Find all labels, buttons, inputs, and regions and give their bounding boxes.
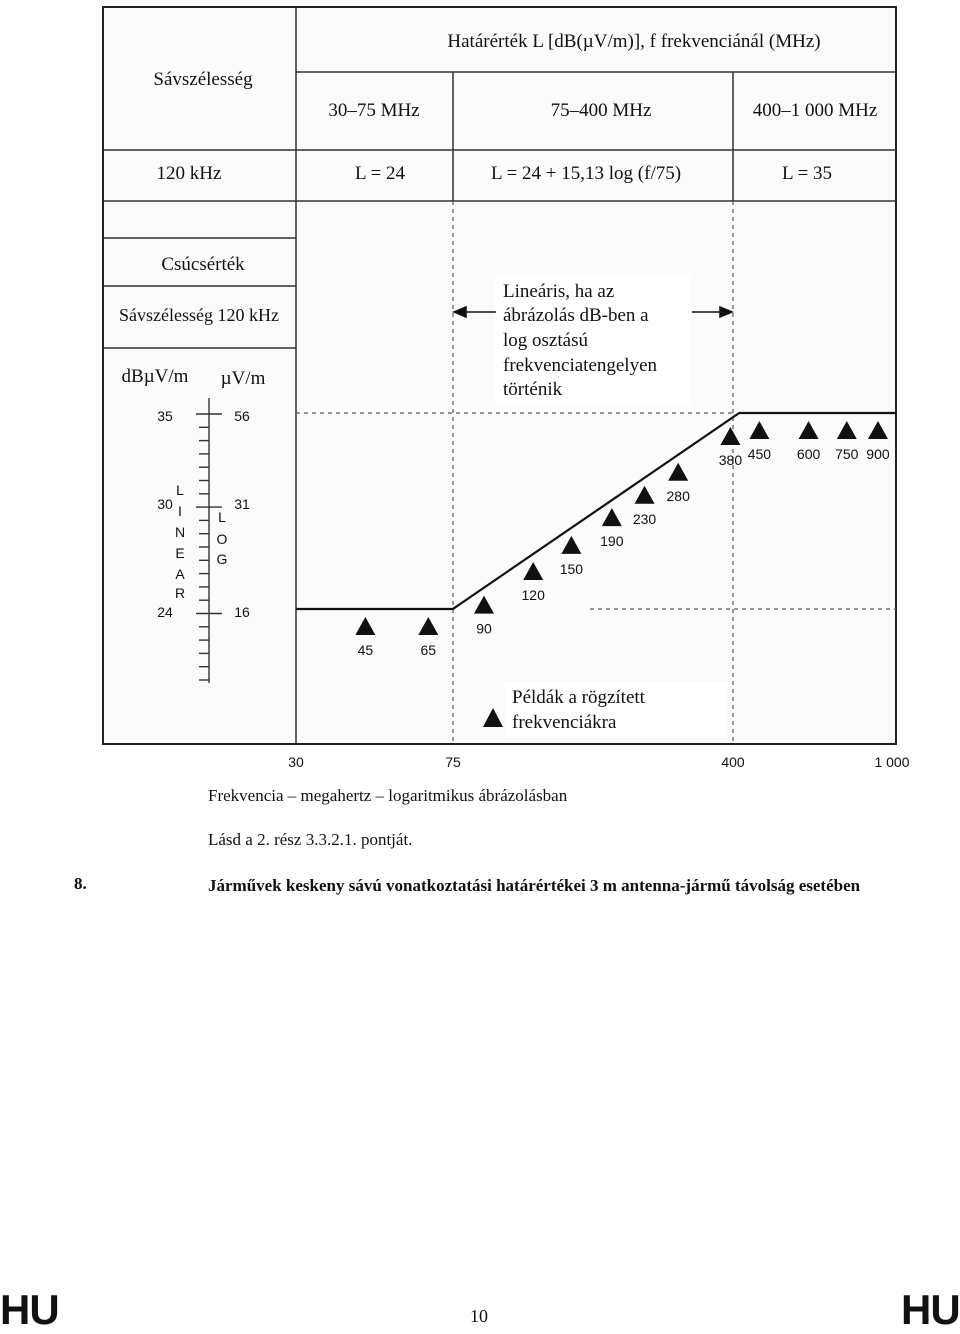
right-tick-56: 56 [234, 408, 250, 424]
right-tick-31: 31 [234, 496, 250, 512]
annotation-line: történik [503, 379, 563, 400]
x-tick-1000: 1 000 [874, 754, 910, 770]
language-code-right: HU [901, 1286, 960, 1333]
sample-frequency-label: 380 [718, 452, 743, 469]
range-30-75: 30–75 MHz [328, 100, 420, 121]
annotation-line: Lineáris, ha az [503, 281, 615, 302]
peak-label: Csúcsérték [161, 254, 245, 275]
sample-frequency-label: 65 [420, 642, 437, 658]
bandwidth-header: Sávszélesség [153, 69, 253, 90]
bandwidth-value: 120 kHz [156, 163, 222, 184]
sample-frequency-label: 120 [521, 586, 545, 603]
annotation-line: frekvenciatengelyen [503, 355, 658, 376]
range-75-400: 75–400 MHz [550, 100, 652, 121]
x-tick-75: 75 [445, 754, 461, 770]
language-code-left: HU [0, 1286, 59, 1333]
right-tick-16: 16 [234, 604, 250, 620]
examples-note-line: frekvenciákra [512, 712, 617, 733]
legend-bandwidth-label: Sávszélesség 120 kHz [119, 305, 279, 325]
log-label [217, 509, 228, 567]
linear-letter: E [175, 545, 185, 561]
page-number: 10 [470, 1306, 488, 1326]
annotation-line: ábrázolás dB-ben a [503, 305, 649, 326]
left-unit-label: dBµV/m [121, 366, 189, 387]
sample-frequency-label: 230 [632, 510, 657, 527]
formula-high: L = 35 [781, 163, 833, 184]
range-400-1000: 400–1 000 MHz [752, 100, 878, 121]
limit-header: Határérték L [dB(µV/m)], f frekvenciánál (MHz) [447, 31, 821, 52]
linear-letter: L [176, 482, 184, 498]
sample-frequency-label: 900 [866, 446, 890, 462]
reference-caption: Lásd a 2. rész 3.3.2.1. pontját. [208, 830, 413, 849]
sample-frequency-label: 600 [796, 446, 821, 462]
formula-low: L = 24 [354, 163, 406, 184]
examples-note-line: Példák a rögzített [512, 687, 645, 708]
section-number: 8. [74, 874, 87, 893]
left-tick-30: 30 [157, 496, 173, 512]
x-axis-ticks [288, 754, 910, 770]
linear-letter: R [174, 585, 186, 601]
sample-frequency-label: 280 [666, 487, 690, 504]
x-tick-30: 30 [288, 754, 304, 770]
log-letter: L [218, 509, 226, 525]
left-tick-24: 24 [157, 604, 173, 620]
linear-letter: I [178, 503, 182, 519]
linear-letter: N [174, 524, 186, 540]
sample-frequency-label: 750 [835, 446, 859, 462]
log-letter: G [216, 551, 228, 567]
right-unit-label: µV/m [220, 368, 266, 389]
log-letter: O [216, 531, 228, 547]
linear-letter: A [175, 566, 185, 582]
sample-frequency-label: 90 [476, 620, 492, 637]
formula-mid: L = 24 + 15,13 log (f/75) [490, 163, 682, 184]
sample-frequency-label: 450 [747, 446, 772, 462]
left-tick-35: 35 [157, 408, 173, 424]
annotation-line: log osztású [503, 330, 588, 351]
section-title: Járművek keskeny sávú vonatkoztatási határértékei 3 m antenna-jármű távolság esetében [208, 876, 861, 895]
sample-frequency-label: 150 [559, 560, 584, 577]
sample-frequency-label: 45 [357, 642, 374, 658]
axis-caption: Frekvencia – megahertz – logaritmikus ábrázolásban [208, 786, 568, 805]
x-tick-400: 400 [721, 754, 745, 770]
sample-frequency-label: 190 [600, 533, 624, 550]
